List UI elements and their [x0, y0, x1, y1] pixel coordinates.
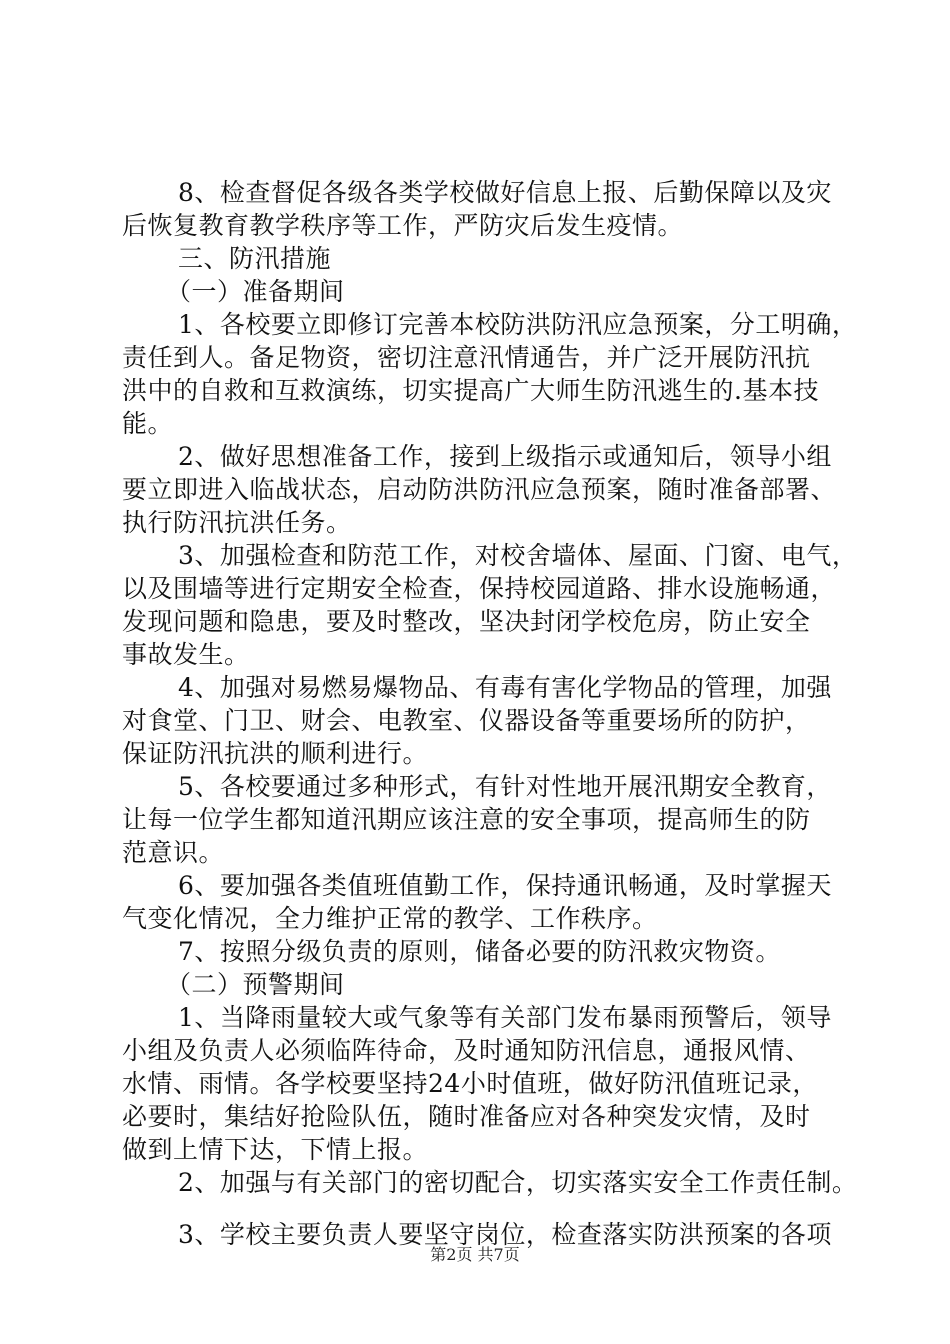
section-heading: 三、防汛措施	[178, 244, 332, 273]
paragraph-line: 8、检查督促各级各类学校做好信息上报、后勤保障以及灾	[178, 178, 832, 207]
paragraph-line: 责任到人。备足物资，密切注意汛情通告，并广泛开展防汛抗	[122, 343, 811, 372]
paragraph-line: 事故发生。	[122, 640, 250, 669]
paragraph-line: 执行防汛抗洪任务。	[122, 508, 352, 537]
paragraph-line: 发现问题和隐患，要及时整改，坚决封闭学校危房，防止安全	[122, 607, 811, 636]
paragraph-line: 做到上情下达，下情上报。	[122, 1135, 429, 1164]
paragraph-line: 5、各校要通过多种形式，有针对性地开展汛期安全教育，	[178, 772, 832, 801]
paragraph-line: 能。	[122, 409, 174, 438]
paragraph-line: 4、加强对易燃易爆物品、有毒有害化学物品的管理，加强	[178, 673, 832, 702]
paragraph-line: 范意识。	[122, 838, 225, 867]
page-number-footer: 第2页 共7页	[430, 1245, 520, 1264]
subsection-heading: （一）准备期间	[166, 277, 345, 306]
paragraph-line: 后恢复教育教学秩序等工作，严防灾后发生疫情。	[122, 211, 684, 240]
subsection-heading: （二）预警期间	[166, 970, 345, 999]
paragraph-line: 1、各校要立即修订完善本校防洪防汛应急预案，分工明确，	[178, 310, 858, 339]
paragraph-line: 必要时，集结好抢险队伍，随时准备应对各种突发灾情，及时	[122, 1102, 811, 1131]
paragraph-line: 1、当降雨量较大或气象等有关部门发布暴雨预警后，领导	[178, 1003, 832, 1032]
paragraph-line: 水情、雨情。各学校要坚持24小时值班，做好防汛值班记录，	[122, 1069, 818, 1098]
paragraph-line: 保证防汛抗洪的顺利进行。	[122, 739, 429, 768]
paragraph-line: 小组及负责人必须临阵待命，及时通知防汛信息，通报风情、	[122, 1036, 811, 1065]
paragraph-line: 要立即进入临战状态，启动防洪防汛应急预案，随时准备部署、	[122, 475, 837, 504]
paragraph-line: 洪中的自救和互救演练，切实提高广大师生防汛逃生的.基本技	[122, 376, 819, 405]
paragraph-line: 2、加强与有关部门的密切配合，切实落实安全工作责任制。	[178, 1168, 858, 1197]
paragraph-line: 3、学校主要负责人要坚守岗位，检查落实防洪预案的各项	[178, 1220, 832, 1249]
paragraph-line: 6、要加强各类值班值勤工作，保持通讯畅通，及时掌握天	[178, 871, 832, 900]
paragraph-line: 对食堂、门卫、财会、电教室、仪器设备等重要场所的防护，	[122, 706, 811, 735]
paragraph-line: 7、按照分级负责的原则，储备必要的防汛救灾物资。	[178, 937, 781, 966]
paragraph-line: 让每一位学生都知道汛期应该注意的安全事项，提高师生的防	[122, 805, 811, 834]
paragraph-line: 以及围墙等进行定期安全检查，保持校园道路、排水设施畅通，	[122, 574, 837, 603]
paragraph-line: 气变化情况，全力维护正常的教学、工作秩序。	[122, 904, 658, 933]
paragraph-line: 3、加强检查和防范工作，对校舍墙体、屋面、门窗、电气，	[178, 541, 858, 570]
paragraph-line: 2、做好思想准备工作，接到上级指示或通知后，领导小组	[178, 442, 832, 471]
